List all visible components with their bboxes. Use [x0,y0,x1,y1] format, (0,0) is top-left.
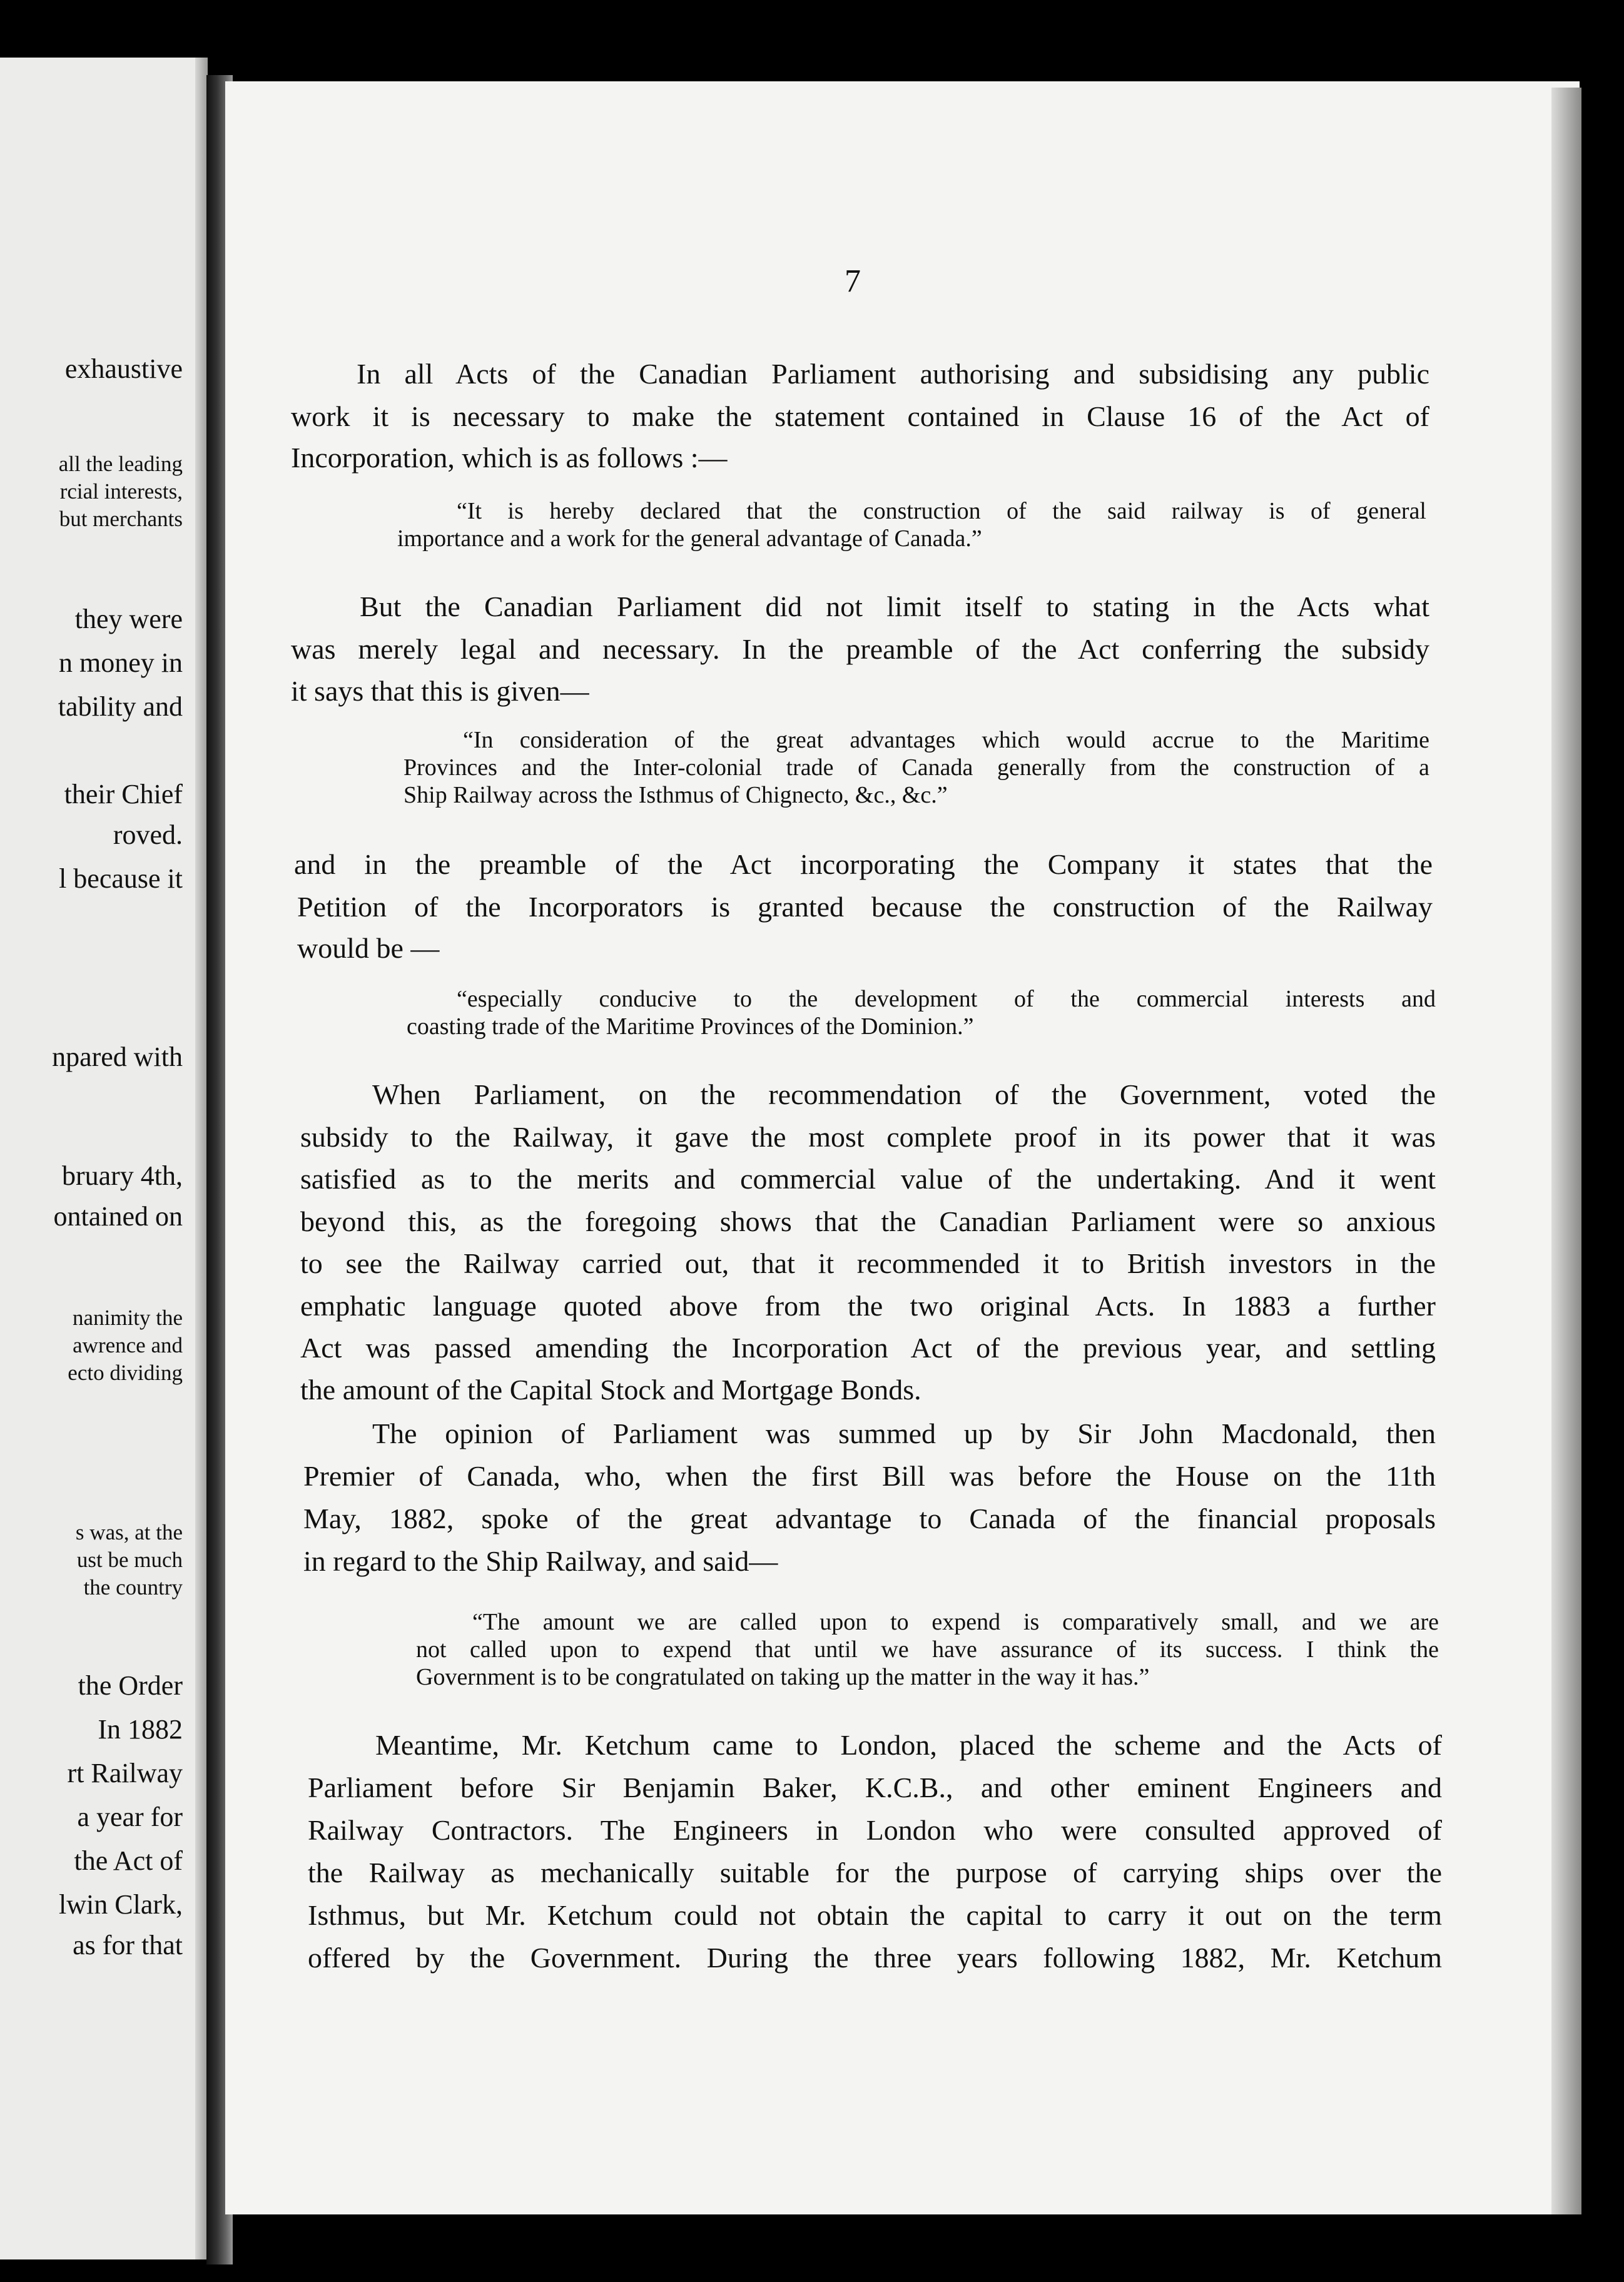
text-line: satisfied as to the merits and commercial value of the undertaking. And it went [300,1163,1436,1195]
left-page-line: nanimity the [73,1306,183,1330]
left-page-line: tability and [58,691,183,722]
quote-line: importance and a work for the general advantage of Canada.” [397,525,982,552]
text-line: In all Acts of the Canadian Parliament authorising and subsidising any public [357,358,1429,390]
text-line: Petition of the Incorporators is granted because the construction of the Railway [297,891,1433,923]
left-page-line: all the leading [58,452,183,476]
text-line: beyond this, as the foregoing shows that the Canadian Parliament were so anxious [300,1205,1436,1237]
page-edge [1551,88,1581,2214]
text-line: would be — [297,932,440,964]
text-line: Parliament before Sir Benjamin Baker, K.C.B., and other eminent Engineers and [308,1772,1442,1803]
text-line: Isthmus, but Mr. Ketchum could not obtain the capital to carry it out on the term [308,1899,1442,1931]
left-page-line: npared with [52,1042,183,1072]
text-line: Act was passed amending the Incorporation Act of the previous year, and settling [300,1332,1436,1364]
left-page-line: s was, at the [75,1520,183,1544]
quote-line: not called upon to expend that until we have assurance of its success. I think the [416,1636,1439,1663]
left-page-line: but merchants [59,507,183,531]
text-line: Meantime, Mr. Ketchum came to London, placed the scheme and the Acts of [375,1729,1442,1761]
text-line: work it is necessary to make the statement contained in Clause 16 of the Act of [291,400,1429,432]
text-line: May, 1882, spoke of the great advantage to Canada of the financial proposals [303,1503,1436,1534]
left-page-line: lwin Clark, [59,1889,183,1920]
left-page-line: rcial interests, [59,479,183,504]
left-page-line: a year for [77,1802,183,1832]
left-page-line: ecto dividing [68,1361,183,1385]
left-page-line: ust be much [76,1548,183,1572]
left-page-line: their Chief [64,779,183,809]
text-line: emphatic language quoted above from the two original Acts. In 1883 a further [300,1290,1436,1322]
page-number: 7 [845,263,861,299]
left-page-line: l because it [59,863,183,894]
quote-line: “especially conducive to the development of the commercial interests and [457,986,1436,1012]
text-line: The opinion of Parliament was summed up by Sir John Macdonald, then [372,1417,1436,1449]
quote-line: “It is hereby declared that the construction of the said railway is of general [457,498,1426,524]
text-line: Incorporation, which is as follows :— [291,442,728,474]
left-page-line: they were [74,604,183,634]
text-line: and in the preamble of the Act incorporating the Company it states that the [294,848,1433,880]
quote-line: Provinces and the Inter-colonial trade of Canada generally from the construction of a [403,754,1429,781]
text-line: it says that this is given— [291,675,589,707]
left-page-fragment [0,58,206,2259]
left-page-edge [195,58,208,2259]
left-page-line: roved. [113,819,183,850]
left-page-line: bruary 4th, [61,1160,183,1191]
text-line: offered by the Government. During the three years following 1882, Mr. Ketchum [308,1942,1442,1974]
quote-line: “The amount we are called upon to expend is comparatively small, and we are [472,1609,1439,1635]
left-page-line: n money in [59,647,183,678]
text-line: was merely legal and necessary. In the preamble of the Act conferring the subsidy [291,633,1429,665]
left-page-line: the country [83,1575,183,1600]
left-page-line: awrence and [73,1333,183,1357]
text-line: When Parliament, on the recommendation of the Government, voted the [372,1078,1436,1110]
left-page-line: ontained on [53,1201,183,1232]
left-page-line: exhaustive [64,353,183,384]
left-page-line: rt Railway [67,1758,183,1788]
text-line: to see the Railway carried out, that it recommended it to British investors in the [300,1247,1436,1279]
text-line: in regard to the Ship Railway, and said— [303,1545,778,1577]
quote-line: coasting trade of the Maritime Provinces of the Dominion.” [407,1013,974,1040]
left-page-line: the Order [78,1670,183,1701]
text-line: But the Canadian Parliament did not limit itself to stating in the Acts what [360,591,1429,622]
text-line: subsidy to the Railway, it gave the most complete proof in its power that it was [300,1121,1436,1153]
text-line: the Railway as mechanically suitable for the purpose of carrying ships over the [308,1857,1442,1889]
text-line: Railway Contractors. The Engineers in London who were consulted approved of [308,1814,1442,1846]
left-page-line: as for that [73,1930,183,1960]
text-line: the amount of the Capital Stock and Mortgage Bonds. [300,1374,921,1406]
left-page-line: In 1882 [98,1714,183,1745]
quote-line: “In consideration of the great advantages which would accrue to the Maritime [463,727,1429,753]
quote-line: Ship Railway across the Isthmus of Chignecto, &c., &c.” [403,782,948,808]
quote-line: Government is to be congratulated on taking up the matter in the way it has.” [416,1664,1150,1690]
left-page-line: the Act of [74,1845,183,1876]
text-line: Premier of Canada, who, when the first Bill was before the House on the 11th [303,1460,1436,1492]
